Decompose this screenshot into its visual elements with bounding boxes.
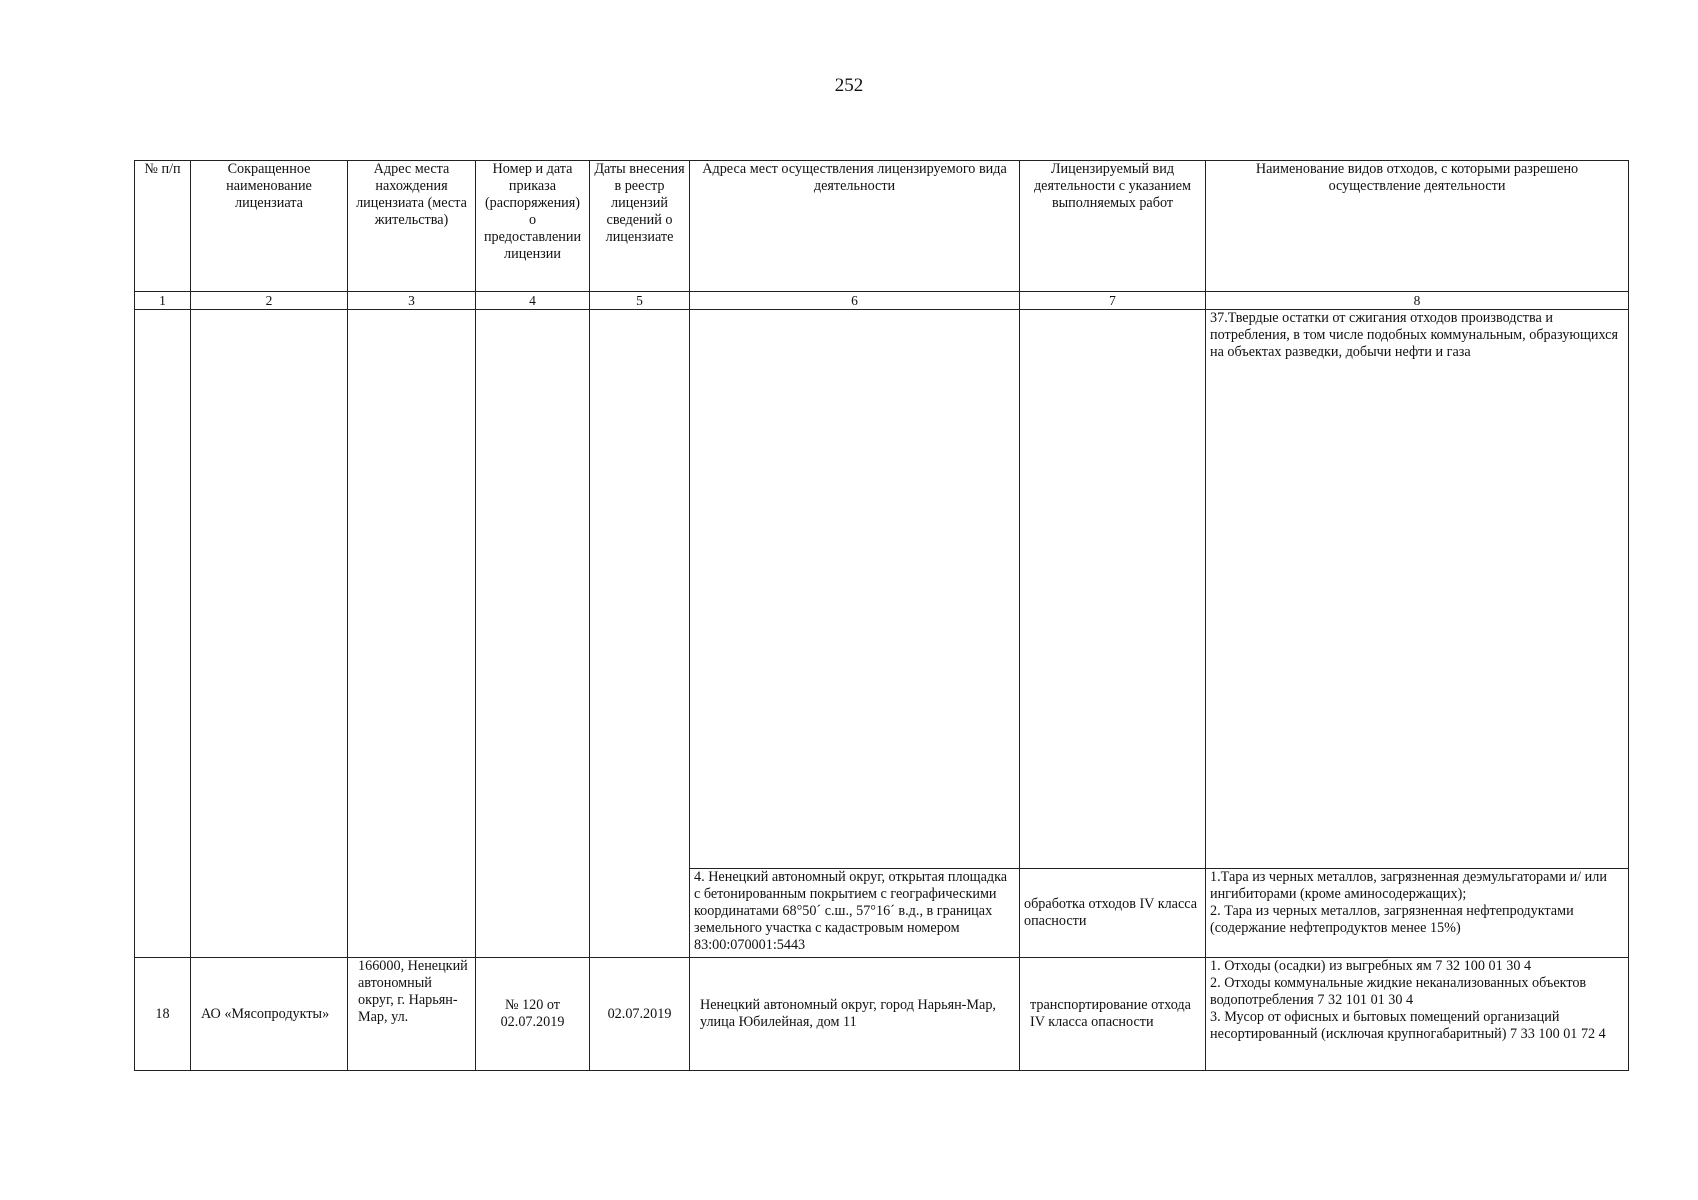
waste-type-cell [1206, 869, 1629, 958]
license-registry-table [134, 160, 1629, 1071]
site-address-cell: Ненецкий автономный округ, город Нарьян-Мар, улица Юбилейная, дом 11 [690, 958, 1020, 1071]
column-number: 3 [348, 292, 476, 310]
activity-cell: транспортирование отхода IV класса опасности [1020, 958, 1206, 1071]
header-cell-activity-type: Лицензируемый вид деятельности с указанием выполняемых работ [1020, 161, 1206, 292]
waste-type-line: 1. Отходы (осадки) из выгребных ям 7 32 100 01 30 4 [1210, 958, 1532, 974]
activity-cell: обработка отходов IV класса опасности [1020, 869, 1206, 958]
waste-type-line: 3. Мусор от офисных и бытовых помещений организаций несортированный (исключая крупногабаритный) 7 33 100 01 72 4 [1210, 1009, 1606, 1042]
header-cell-number: № п/п [135, 161, 191, 292]
empty-cell [476, 310, 590, 958]
licensee-address-cell: 166000, Ненецкий автономный округ, г. Нарьян-Мар, ул. [348, 958, 476, 1071]
column-number: 1 [135, 292, 191, 310]
header-cell-waste-types: Наименование видов отходов, с которыми разрешено осуществление деятельности [1206, 161, 1629, 292]
table-row-continuation [135, 310, 1629, 869]
column-number: 4 [476, 292, 590, 310]
header-cell-licensee: Сокращенное наименование лицензиата [191, 161, 348, 292]
header-cell-activity-sites: Адреса мест осуществления лицензируемого вида деятельности [690, 161, 1020, 292]
column-number: 2 [191, 292, 348, 310]
column-number: 8 [1206, 292, 1629, 310]
entry-number-cell: 18 [135, 958, 191, 1071]
header-cell-order: Номер и дата приказа (распоряжения) о предоставлении лицензии [476, 161, 590, 292]
column-number: 6 [690, 292, 1020, 310]
empty-cell [348, 310, 476, 958]
waste-type-line: 1.Тара из черных металлов, загрязненная деэмульгаторами и/ или ингибиторами (кроме аминосодержащих); [1210, 869, 1607, 902]
waste-type-line: 2. Отходы коммунальные жидкие неканализованных объектов водопотребления 7 32 101 01 30 4 [1210, 975, 1587, 1008]
table-row-entry-18 [135, 958, 1629, 1071]
empty-cell [191, 310, 348, 958]
header-cell-address: Адрес места нахождения лицензиата (места жительства) [348, 161, 476, 292]
column-number-row [135, 292, 1629, 310]
column-number: 5 [590, 292, 690, 310]
waste-type-line: 2. Тара из черных металлов, загрязненная нефтепродуктами (содержание нефтепродуктов менее 15%) [1210, 903, 1574, 936]
empty-cell [1020, 310, 1206, 869]
header-row [135, 161, 1629, 292]
column-number: 7 [1020, 292, 1206, 310]
licensee-name-cell: АО «Мясопродукты» [191, 958, 348, 1071]
empty-cell [690, 310, 1020, 869]
header-cell-register-date: Даты внесения в реестр лицензий сведений о лицензиате [590, 161, 690, 292]
waste-type-cell [1206, 958, 1629, 1071]
page-number: 252 [834, 75, 864, 96]
waste-type-cell: 37.Твердые остатки от сжигания отходов производства и потребления, в том числе подобных коммунальным, образующихся на объектах разведки, добычи нефти и газа [1206, 310, 1629, 869]
site-address-cell: 4. Ненецкий автономный округ, открытая площадка с бетонированным покрытием с географическими координатами 68°50´ с.ш., 57°16´ в.д., в границах земельного участка с кадастровым номером 83:00:070001:5443 [690, 869, 1020, 958]
empty-cell [135, 310, 191, 958]
register-date-cell: 02.07.2019 [590, 958, 690, 1071]
order-cell: № 120 от 02.07.2019 [476, 958, 590, 1071]
empty-cell [590, 310, 690, 958]
